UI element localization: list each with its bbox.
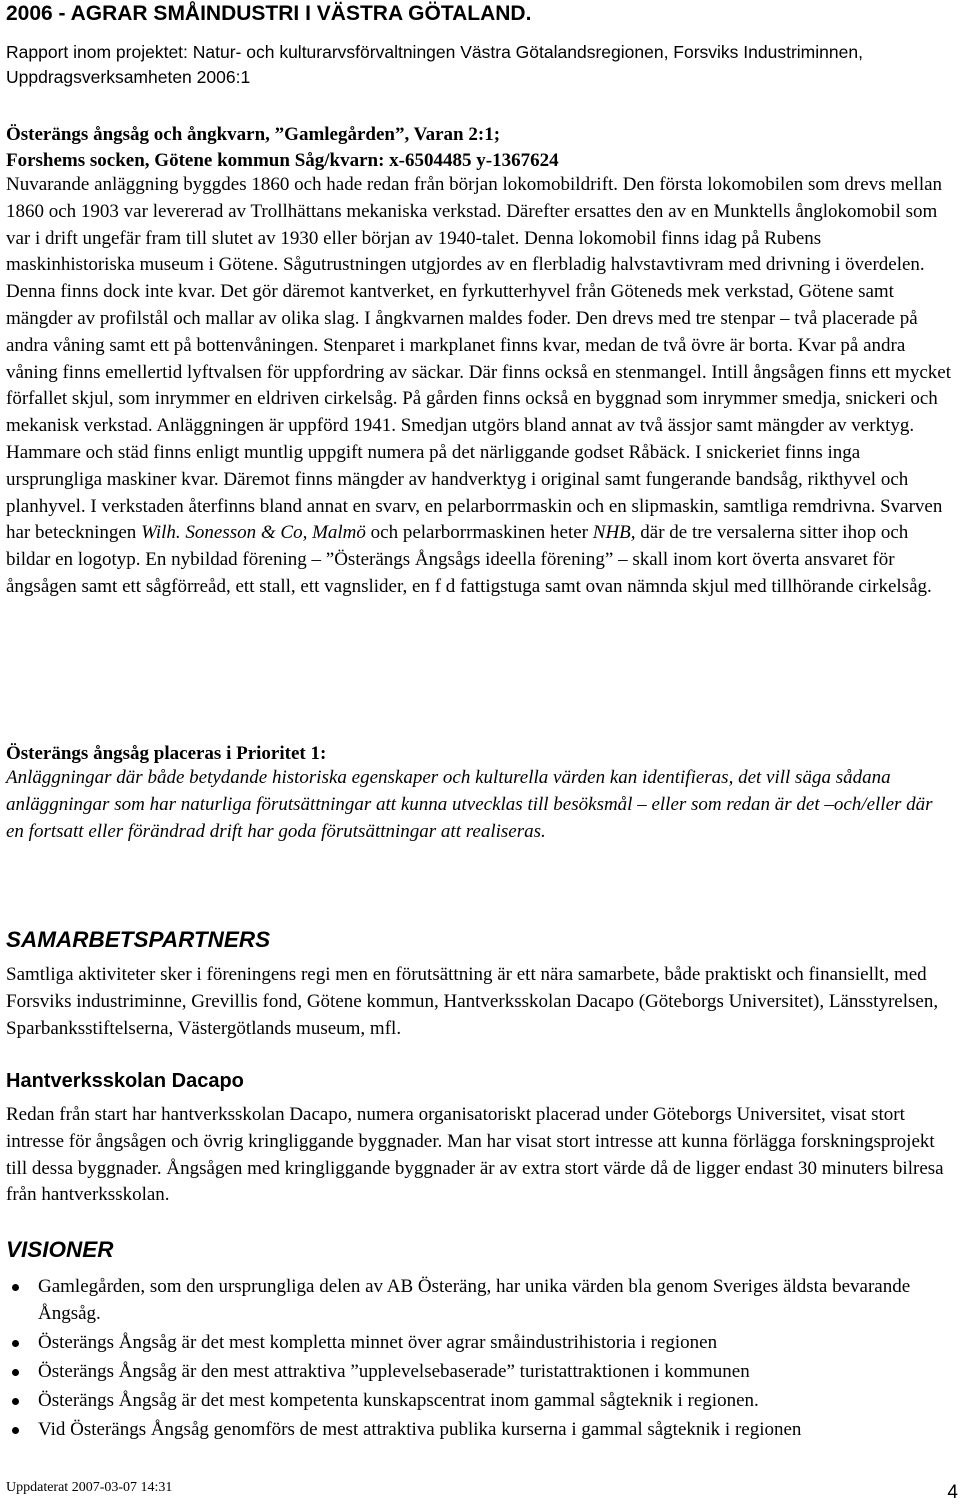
bullet-icon — [12, 1369, 19, 1376]
site-description-mid: och pelarborrmaskinen heter — [370, 522, 589, 544]
list-item: Österängs Ångsåg är det mest kompetenta kunskapscentrat inom gammal sågteknik i regionen. — [6, 1388, 952, 1415]
bullet-icon — [12, 1340, 19, 1347]
lathe-maker: Wilh. Sonesson & Co, Malmö — [141, 522, 366, 544]
dacapo-text: Redan från start har hantverksskolan Dacapo, numera organisatoriskt placerad under Göteborgs Universitet, visat stort intresse för ångsågen och övrig kringliggande byggnader. Man har visat stort intresse att kunna förlägga forskningsprojekt till dessa byggnader. Ångsågen med kringliggande byggnader är av extra stort värde då de ligger endast 30 minuters bilresa från hantverksskolan. — [6, 1104, 944, 1206]
site-description — [6, 172, 952, 601]
list-item: Österängs Ångsåg är den mest attraktiva ”upplevelsebaserade” turistattraktionen i kommunen — [6, 1359, 952, 1386]
updated-timestamp: Uppdaterat 2007-03-07 14:31 — [6, 1480, 173, 1495]
report-subtitle: Rapport inom projektet: Natur- och kulturarvsförvaltningen Västra Götalandsregionen, Forsviks Industriminnen, Uppdragsverksamheten 2006:1 — [6, 42, 863, 87]
priority-heading: Österängs ångsåg placeras i Prioritet 1: — [6, 743, 327, 764]
bullet-icon — [12, 1427, 19, 1434]
list-item: Österängs Ångsåg är det mest kompletta minnet över agrar småindustrihistoria i regionen — [6, 1330, 952, 1357]
visioner-list — [6, 1274, 952, 1446]
list-item: Vid Österängs Ångsåg genomförs de mest attraktiva publika kurserna i gammal sågteknik i regionen — [6, 1417, 952, 1444]
section-heading-visioner: VISIONER — [6, 1237, 114, 1262]
site-heading-line-2: Forshems socken, Götene kommun Såg/kvarn: x-6504485 y-1367624 — [6, 150, 559, 171]
section-heading-samarbetspartners: SAMARBETSPARTNERS — [6, 927, 271, 952]
drill-maker: NHB, — [592, 522, 636, 544]
bullet-icon — [12, 1284, 19, 1291]
document-title: 2006 - AGRAR SMÅINDUSTRI I VÄSTRA GÖTALAND. — [6, 2, 532, 25]
bullet-icon — [12, 1398, 19, 1405]
site-description-end: där de tre versalerna sitter ihop och bildar en logotyp. En nybildad förening – ”Österängs Ångsågs ideella förening” – skall inom kort överta ansvaret för ångsågen samt ett sågförreåd, ett stall, ett vagnslider, en f d fattigstuga samt ovan nämnda skjul med tillhörande cirkelsåg. — [6, 522, 932, 597]
section-heading-dacapo: Hantverksskolan Dacapo — [6, 1070, 244, 1092]
site-heading-line-1: Österängs ångsåg och ångkvarn, ”Gamlegården”, Varan 2:1; — [6, 124, 501, 145]
list-item: Gamlegården, som den ursprungliga delen av AB Österäng, har unika värden bla genom Sveriges äldsta bevarande Ångsåg. — [6, 1274, 952, 1327]
samarbete-text: Samtliga aktiviteter sker i föreningens regi men en förutsättning är ett nära samarbete, både praktiskt och finansiellt, med Forsviks industriminne, Grevillis fond, Götene kommun, Hantverksskolan Dacapo (Göteborgs Universitet), Länsstyrelsen, Sparbanksstiftelserna, Västergötlands museum, mfl. — [6, 964, 939, 1039]
site-description-text: Nuvarande anläggning byggdes 1860 och hade redan från början lokomobildrift. Den första lokomobilen som drevs mellan 1860 och 1903 var levererad av Trollhättans mekaniska verkstad. Därefter ersattes den av en Munktells ånglokomobil som var i drift ungefär fram till slutet av 1930 eller början av 1940-talet. Denna lokomobil finns idag på Rubens maskinhistoriska museum i Götene. Sågutrustningen utgjordes av en flerbladig halvstavtivram med drivning i överdelen. Denna finns dock inte kvar. Det gör däremot kantverket, en fyrkutterhyvel från Göteneds mek verkstad, Götene samt mängder av profilstål och mallar av olika slag. I ångkvarnen maldes foder. Den drevs med tre stenpar – två placerade på andra våning samt ett på bottenvåningen. Stenparet i markplanet finns kvar, medan de två övre är borta. Kvar på andra våning finns emellertid lyftvalsen för uppfordring av säckar. Där finns också en stenmangel. Intill ångsågen finns ett mycket förfallet skjul, som inrymmer en eldriven cirkelsåg. På gården finns också en byggnad som inrymmer smedja, snickeri och mekanisk verkstad. Anläggningen är uppförd 1941. Smedjan utgörs bland annat av två ässjor samt mängder av verktyg. Hammare och städ finns enligt muntlig uppgift numera på det närliggande godset Råbäck. I snickeriet finns inga ursprungliga maskiner kvar. Däremot finns mängder av handverktyg i original samt fungerande bandsåg, rikthyvel och planhyvel. I verkstaden återfinns bland annat en svarv, en pelarborrmaskin och en slipmaskin, samtliga remdrivna. Svarven har beteckningen — [6, 174, 951, 544]
page-number: 4 — [947, 1482, 958, 1503]
priority-text: Anläggningar där både betydande historiska egenskaper och kulturella värden kan identifieras, det vill säga sådana anläggningar som har naturliga förutsättningar att kunna utvecklas till besöksmål – eller som redan är det –och/eller där en fortsatt eller förändrad drift har goda förutsättningar att realiseras. — [6, 767, 933, 842]
